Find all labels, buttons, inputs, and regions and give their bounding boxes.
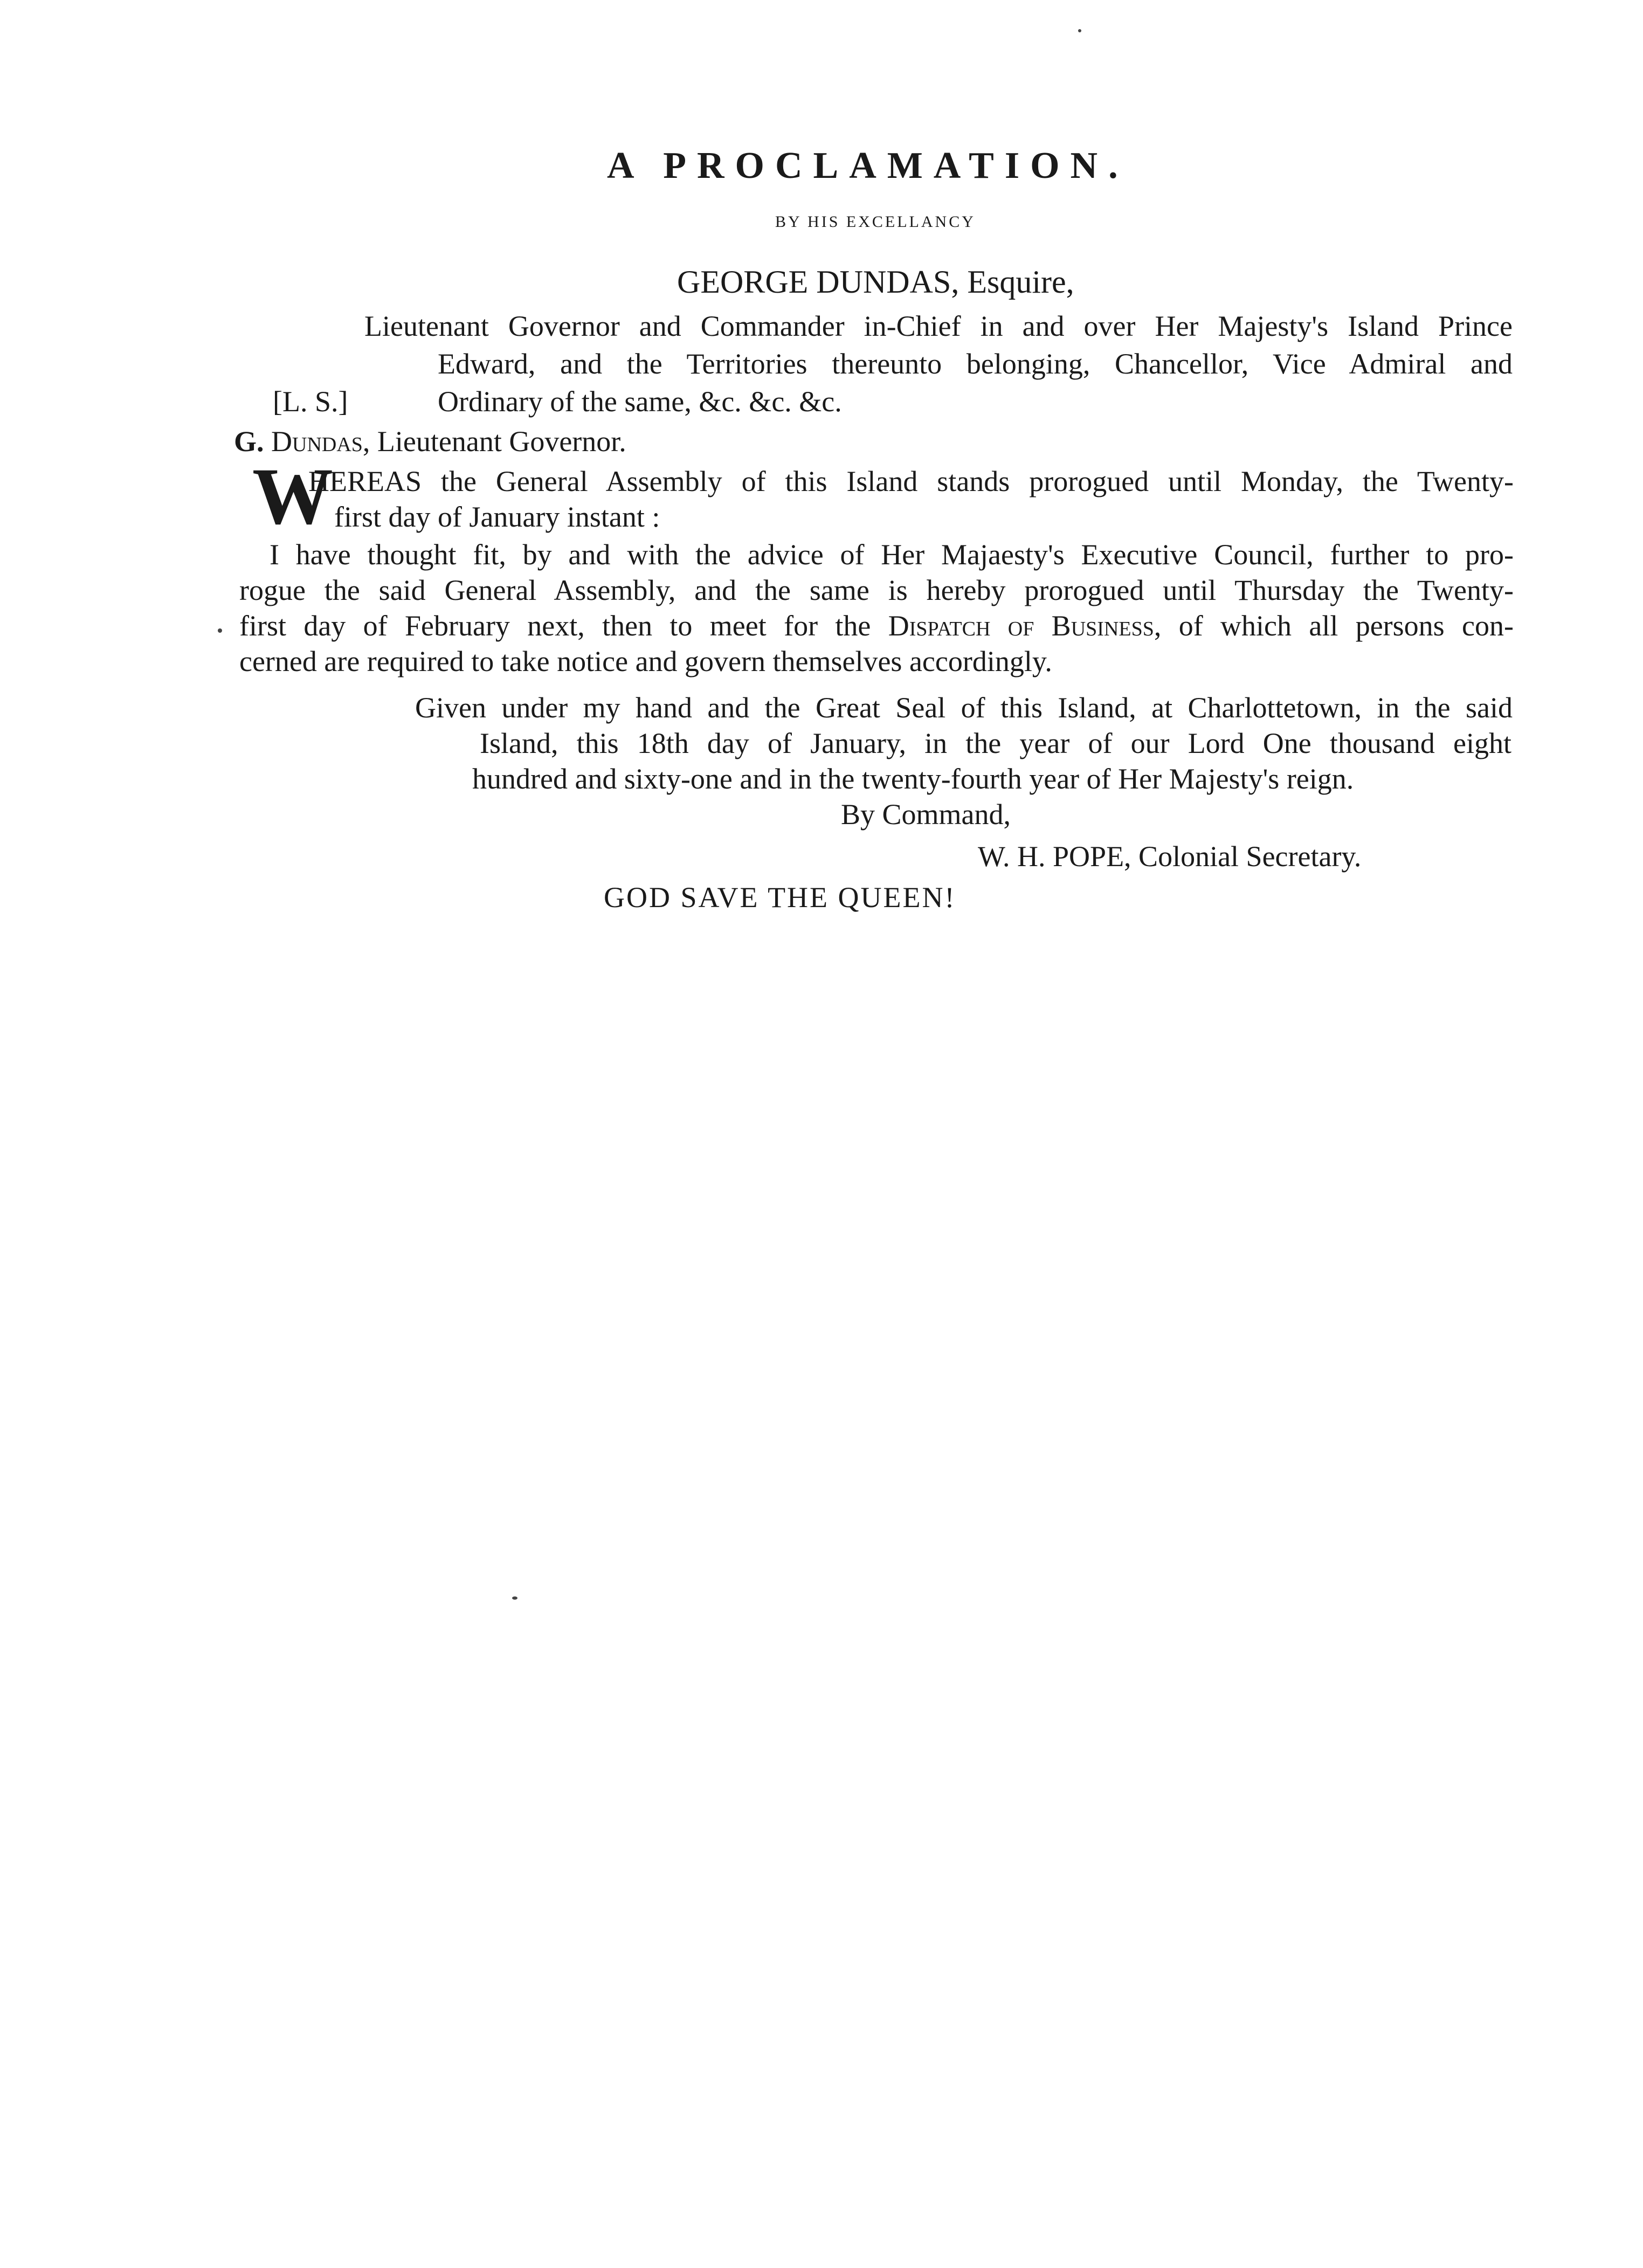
body-line-4: cerned are required to take notice and govern themselves accordingly.	[239, 645, 1052, 677]
whereas-line-1: HEREAS the General Assembly of this Island stands prorogued until Monday, the Twenty-	[308, 465, 1514, 497]
secretary-signature: W. H. POPE, Colonial Secretary.	[978, 840, 1362, 873]
proclamation-title: A PROCLAMATION.	[607, 145, 1129, 186]
closing-line: GOD SAVE THE QUEEN!	[604, 881, 956, 914]
scan-speck	[512, 1596, 517, 1600]
given-line-2: Island, this 18th day of January, in the year of our Lord One thousand eight	[480, 727, 1511, 759]
dispatch-of-business: Dispatch of Business	[888, 610, 1154, 642]
office-line-2: Edward, and the Territories thereunto belonging, Chancellor, Vice Admiral and	[438, 348, 1513, 380]
office-line-3: Ordinary of the same, &c. &c. &c.	[438, 385, 842, 418]
body-line-2: rogue the said General Assembly, and the same is hereby prorogued until Thursday the Twenty-	[239, 574, 1514, 606]
signature-prefix: G.	[234, 425, 272, 458]
governor-name: GEORGE DUNDAS, Esquire,	[677, 264, 1074, 300]
body-line-3	[239, 608, 1514, 644]
scan-speck	[218, 628, 222, 633]
by-line: BY HIS EXCELLANCY	[775, 213, 976, 231]
by-command: By Command,	[841, 798, 1011, 831]
given-line-1: Given under my hand and the Great Seal of this Island, at Charlottetown, in the said	[415, 692, 1513, 724]
office-line-1: Lieutenant Governor and Commander in-Chief in and over Her Majesty's Island Prince	[364, 310, 1513, 342]
body-line-3-part-b: , of which all persons con-	[1154, 610, 1514, 642]
body-line-1: I have thought fit, by and with the advice of Her Majaesty's Executive Council, further to pro-	[270, 538, 1514, 571]
scan-speck	[1078, 29, 1081, 32]
seal-mark: [L. S.]	[273, 385, 348, 418]
body-line-3-part-a: first day of February next, then to meet for the	[239, 610, 888, 642]
signature-suffix: , Lieutenant Governor.	[362, 425, 626, 458]
whereas-dropcap: W	[252, 452, 333, 541]
whereas-line-2: first day of January instant :	[334, 501, 660, 533]
given-line-3: hundred and sixty-one and in the twenty-fourth year of Her Majesty's reign.	[472, 763, 1354, 795]
signature-name: Dundas	[271, 425, 363, 458]
